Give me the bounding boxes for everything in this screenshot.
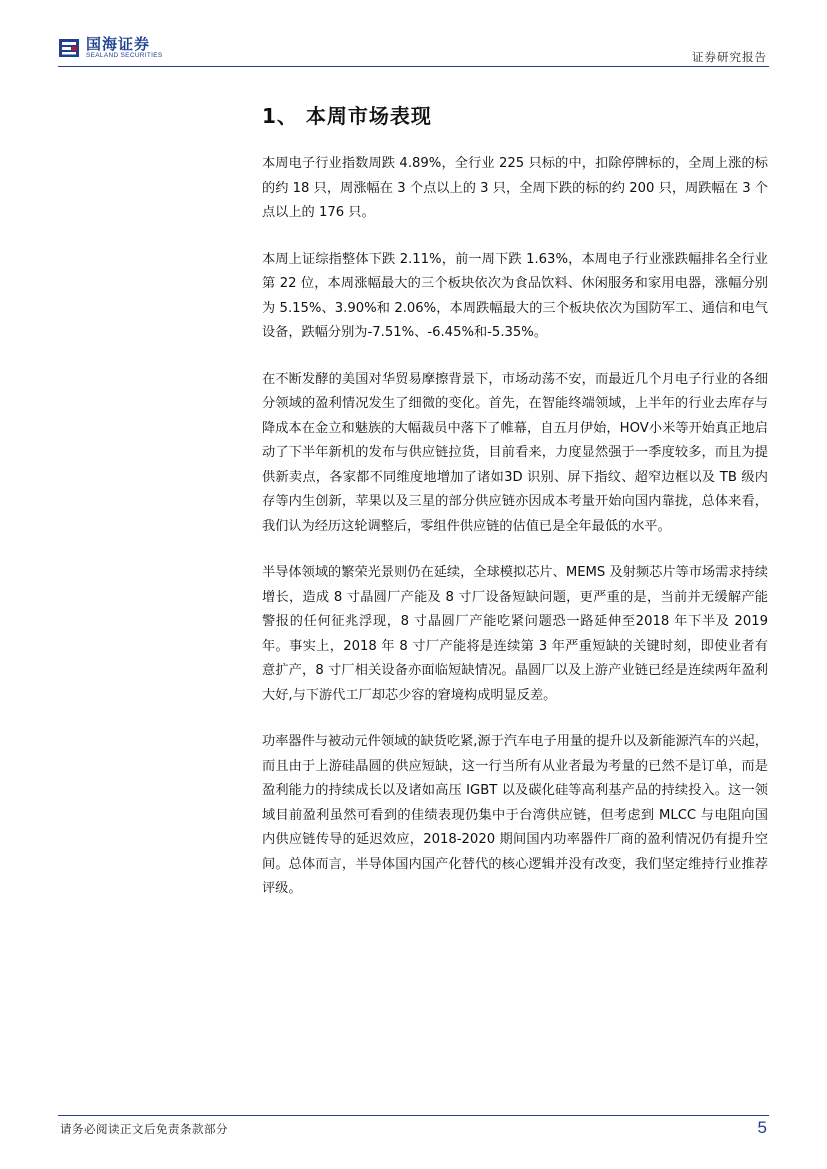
- company-logo: [58, 36, 163, 60]
- section-title: 1、 本周市场表现: [262, 104, 432, 128]
- page-number: 5: [757, 1118, 767, 1137]
- paragraph-smart-terminal: 在不断发酵的美国对华贸易摩擦背景下，市场动荡不安，而最近几个月电子行业的各细分领域的盈利情况发生了细微的变化。首先，在智能终端领域，上半年的行业去库存与降成本在金立和魅族的大幅裁员中落下了帷幕，自五月伊始，HOV小米等开始真正地启动了下半年新机的发布与供应链拉货，目前看来，力度显然强于一季度较多，而且为提供新卖点，各家都不同维度地增加了诸如3D 识别、屏下指纹、超窄边框以及 TB 级内存等内生创新，苹果以及三星的部分供应链亦因成本考量开始向国内靠拢，总体来看，我们认为经历这轮调整后，零组件供应链的估值已是全年最低的水平。: [262, 371, 768, 534]
- logo-english-name: SEALAND SECURITIES: [86, 52, 163, 59]
- logo-chinese-name: 国海证券: [86, 35, 151, 53]
- footer-disclaimer: 请务必阅读正文后免责条款部分: [60, 1122, 228, 1136]
- header-divider: [58, 66, 769, 67]
- report-type-label: 证券研究报告: [692, 50, 767, 64]
- sealand-logo-icon: [58, 37, 80, 59]
- paragraph-power-devices: 功率器件与被动元件领域的缺货吃紧,源于汽车电子用量的提升以及新能源汽车的兴起，而且由于上游硅晶圆的供应短缺，这一行当所有从业者最为考量的已然不是订单，而是盈利能力的持续成长以及诸如高压 IGBT 以及碳化硅等高利基产品的持续投入。这一领域目前盈利虽然可看到的佳绩表现仍集中于台湾供应链，但考虑到 MLCC 与电阻向国内供应链传导的延迟效应，2018-2020 期间国内功率器件厂商的盈利情况仍有提升空间。总体而言，半导体国内国产化替代的核心逻辑并没有改变，我们坚定维持行业推荐评级。: [262, 734, 768, 896]
- page-header: [0, 0, 827, 70]
- footer-divider: [58, 1115, 769, 1116]
- paragraph-semiconductor: 半导体领域的繁荣光景则仍在延续，全球模拟芯片、MEMS 及射频芯片等市场需求持续增长，造成 8 寸晶圆厂产能及 8 寸厂设备短缺问题，更严重的是，当前并无缓解产能警报的任何征兆浮现，8 寸晶圆厂产能吃紧问题恐一路延伸至2018 年下半及 2019 年。事实上，2018 年 8 寸厂产能将是连续第 3 年严重短缺的关键时刻，即使业者有意扩产，8 寸厂相关设备亦面临短缺情况。晶圆厂以及上游产业链已经是连续两年盈利大好,与下游代工厂却芯少容的窘境构成明显反差。: [262, 565, 768, 703]
- paragraph-market-ranking: 本周上证综指整体下跌 2.11%，前一周下跌 1.63%，本周电子行业涨跌幅排名全行业第 22 位，本周涨幅最大的三个板块依次为食品饮料、休闲服务和家用电器，涨幅分别为 5.15%、3.90%和 2.06%，本周跌幅最大的三个板块依次为国防军工、通信和电气设备，跌幅分别为-7.51%、-6.45%和-5.35%。: [262, 251, 768, 340]
- body-content: [262, 152, 768, 924]
- paragraph-weekly-index: 本周电子行业指数周跌 4.89%，全行业 225 只标的中，扣除停牌标的，全周上涨的标的约 18 只，周涨幅在 3 个点以上的 3 只，全周下跌的标的约 200 只，周跌幅在 3 个点以上的 176 只。: [262, 156, 768, 220]
